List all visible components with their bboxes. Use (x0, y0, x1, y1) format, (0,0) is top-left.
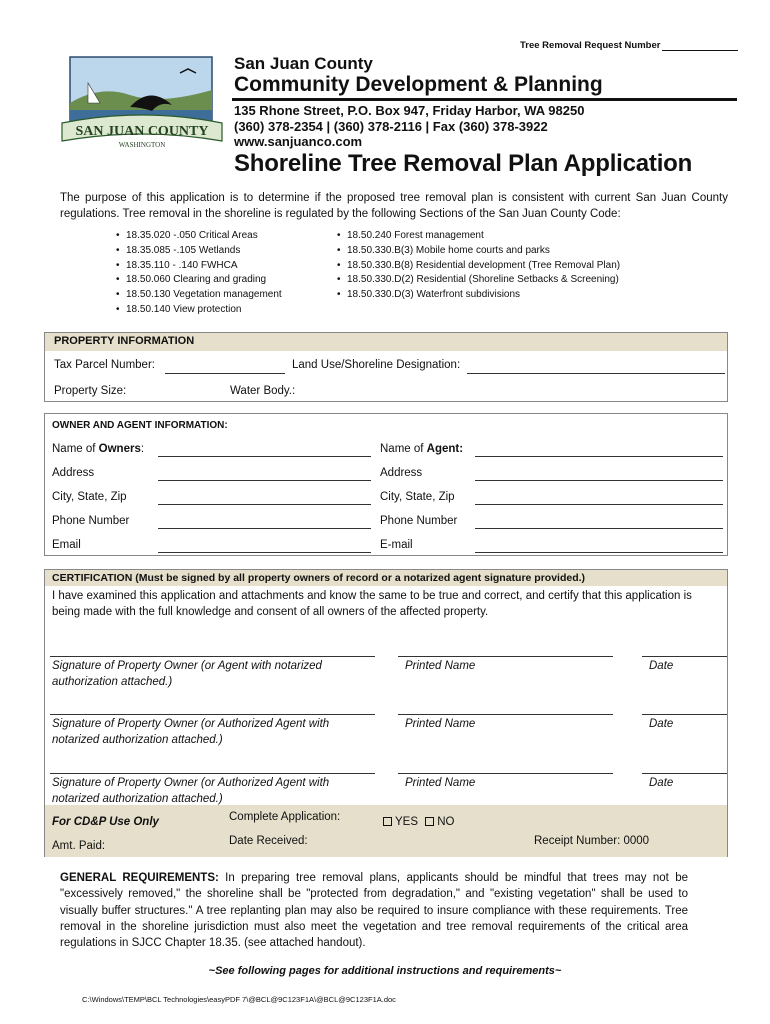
phone-line: (360) 378-2354 | (360) 378-2116 | Fax (360) 378-3922 (234, 118, 548, 134)
owner-agent-section (44, 413, 728, 556)
signature-label: Signature of Property Owner (or Authorized Agent with notarized authorization attached.) (52, 718, 330, 746)
water-body-label: Water Body.: (230, 385, 296, 397)
footer-path: C:\Windows\TEMP\BCL Technologies\easyPDF 7\@BCL@9C123F1A\@BCL@9C123F1A.doc (82, 995, 396, 1004)
printed-name-field[interactable] (398, 714, 613, 715)
contact-block (234, 103, 584, 150)
signature-label: Signature of Property Owner (or Agent with notarized authorization attached.) (52, 660, 322, 688)
agent-email-field[interactable] (475, 552, 723, 553)
code-item: • 18.50.330.B(3) Mobile home courts and parks (337, 244, 620, 259)
owner-city-label: City, State, Zip (52, 491, 127, 503)
date-field[interactable] (642, 656, 727, 657)
request-number-label: Tree Removal Request Number (520, 40, 738, 51)
header-rule (232, 98, 737, 101)
property-heading: PROPERTY INFORMATION (54, 335, 195, 347)
code-item: • 18.50.330.B(8) Residential development (Tree Removal Plan) (337, 259, 620, 274)
property-section (44, 332, 728, 402)
code-item: • 18.50.330.D(2) Residential (Shoreline Setbacks & Screening) (337, 273, 620, 288)
owner-name-label: Name of Owners: (52, 443, 145, 455)
agent-city-label: City, State, Zip (380, 491, 455, 503)
county-name: San Juan County (234, 54, 373, 73)
complete-app-options: YES NO (383, 816, 454, 828)
owner-name-field[interactable] (158, 456, 371, 457)
department-name: Community Development & Planning (234, 73, 603, 96)
date-label: Date (649, 660, 674, 672)
tax-parcel-label: Tax Parcel Number: (54, 359, 155, 371)
owner-email-label: Email (52, 539, 81, 551)
no-checkbox[interactable] (425, 817, 434, 826)
general-requirements: GENERAL REQUIREMENTS: In preparing tree removal plans, applicants should be mindful that trees may not be "excessively removed," the shoreline shall be "protected from degradation," and "existing vegetation" shall be used to visually buffer structures." A tree replanting plan may also be required to insure compliance with these requirements. Tree removal in the shoreline jurisdiction must also meet the vegetation and tree removal requirements of the critical area regulations in SJCC Chapter 18.35. (see attached handout). (60, 872, 688, 950)
agent-name-label: Name of Agent: (380, 443, 464, 455)
agent-phone-label: Phone Number (380, 515, 458, 527)
amt-paid-label: Amt. Paid: (52, 840, 106, 852)
code-item: • 18.50.240 Forest management (337, 229, 620, 244)
agent-email-label: E-mail (380, 539, 413, 551)
code-item: • 18.35.085 -.105 Wetlands (116, 244, 282, 259)
cert-heading: CERTIFICATION (Must be signed by all property owners of record or a notarized agent signature provided.) (52, 572, 586, 584)
agent-address-field[interactable] (475, 480, 723, 481)
date-label: Date (649, 777, 674, 789)
owner-city-field[interactable] (158, 504, 371, 505)
date-field[interactable] (642, 714, 727, 715)
purpose-paragraph: The purpose of this application is to determine if the proposed tree removal plan is consistent with current San Juan County regulations. Tree removal in the shoreline is regulated by the following Sections of the San Juan County Code: (60, 192, 728, 220)
owner-address-label: Address (52, 467, 95, 479)
certification-section (44, 569, 728, 857)
agent-city-field[interactable] (475, 504, 723, 505)
date-label: Date (649, 718, 674, 730)
code-list-right (337, 229, 620, 303)
land-use-field[interactable] (467, 373, 725, 374)
tax-parcel-field[interactable] (165, 373, 285, 374)
code-item: • 18.50.330.D(3) Waterfront subdivisions (337, 288, 620, 303)
agent-phone-field[interactable] (475, 528, 723, 529)
owner-phone-label: Phone Number (52, 515, 130, 527)
owner-email-field[interactable] (158, 552, 371, 553)
land-use-label: Land Use/Shoreline Designation: (292, 359, 461, 371)
code-item: • 18.50.130 Vegetation management (116, 288, 282, 303)
website-line: www.sanjuanco.com (234, 134, 363, 149)
code-list-left (116, 229, 282, 318)
receipt-number: Receipt Number: 0000 (534, 835, 650, 847)
printed-name-field[interactable] (398, 656, 613, 657)
printed-name-label: Printed Name (405, 718, 476, 730)
owner-heading: OWNER AND AGENT INFORMATION: (52, 420, 228, 431)
code-item: • 18.50.060 Clearing and grading (116, 273, 282, 288)
owner-signature-field[interactable] (50, 656, 375, 657)
code-item: • 18.35.020 -.050 Critical Areas (116, 229, 282, 244)
owner-signature-field[interactable] (50, 714, 375, 715)
owner-address-field[interactable] (158, 480, 371, 481)
cert-text: I have examined this application and attachments and know the same to be true and correct, and certify that this application is being made with the full knowledge and consent of all owners of the affected property. (52, 590, 692, 618)
code-item: • 18.35.110 - .140 FWHCA (116, 259, 282, 274)
logo-subtext: WASHINGTON (118, 141, 166, 149)
date-received-label: Date Received: (229, 835, 308, 847)
agent-address-label: Address (380, 467, 423, 479)
office-use-bg (45, 805, 727, 857)
address-line: 135 Rhone Street, P.O. Box 947, Friday Harbor, WA 98250 (234, 103, 585, 118)
request-number-field[interactable] (662, 41, 738, 51)
office-use-label: For CD&P Use Only (52, 816, 159, 828)
yes-checkbox[interactable] (383, 817, 392, 826)
printed-name-field[interactable] (398, 773, 613, 774)
code-item: • 18.50.140 View protection (116, 303, 282, 318)
agent-name-field[interactable] (475, 456, 723, 457)
county-logo (60, 55, 225, 155)
signature-label: Signature of Property Owner (or Authorized Agent with notarized authorization attached.) (52, 777, 330, 805)
owner-signature-field[interactable] (50, 773, 375, 774)
see-following-note: ~See following pages for additional instructions and requirements~ (208, 965, 562, 977)
page-title: Shoreline Tree Removal Plan Application (234, 150, 693, 177)
property-size-label: Property Size: (54, 385, 127, 397)
date-field[interactable] (642, 773, 727, 774)
printed-name-label: Printed Name (405, 777, 476, 789)
complete-app-label: Complete Application: (229, 811, 341, 823)
printed-name-label: Printed Name (405, 660, 476, 672)
logo-text: SAN JUAN COUNTY (75, 124, 209, 139)
owner-phone-field[interactable] (158, 528, 371, 529)
